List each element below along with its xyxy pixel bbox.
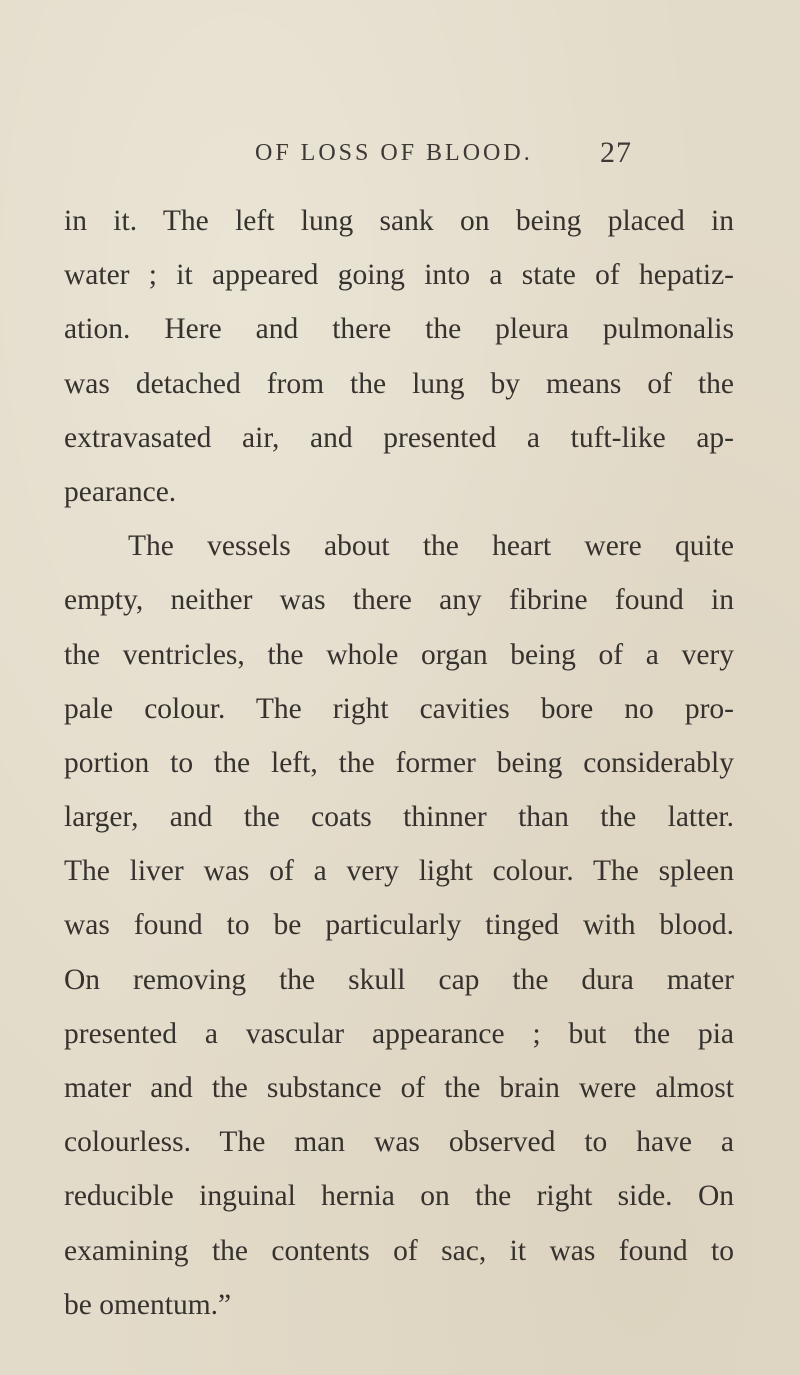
page-number: 27 — [600, 136, 632, 169]
text-line: mater and the substance of the brain were almost — [64, 1072, 734, 1104]
text-line: in it. The left lung sank on being placed in — [64, 205, 734, 237]
text-line: extravasated air, and presented a tuft-like ap- — [64, 421, 734, 454]
text-line: was found to be particularly tinged with blood. — [64, 909, 734, 942]
text-line: On removing the skull cap the dura mater — [64, 963, 734, 996]
text-line: colourless. The man was observed to have a — [64, 1126, 734, 1159]
text-line: larger, and the coats thinner than the latter. — [64, 801, 734, 834]
text-line: pearance. — [64, 475, 177, 508]
text-line: presented a vascular appearance ; but the pia — [64, 1017, 734, 1050]
text-line: reducible inguinal hernia on the right side. On — [64, 1180, 734, 1213]
text-line: was detached from the lung by means of the — [64, 367, 734, 400]
text-line: examining the contents of sac, it was found to — [64, 1234, 734, 1267]
running-head — [230, 136, 650, 176]
text-line: water ; it appeared going into a state of hepatiz- — [64, 259, 734, 292]
paragraph-start-line: The vessels about the heart were quite — [128, 530, 734, 563]
body-text — [64, 194, 734, 1332]
text-line: pale colour. The right cavities bore no pro- — [64, 692, 734, 725]
running-title: OF LOSS OF BLOOD. — [255, 140, 533, 166]
text-line: The liver was of a very light colour. The spleen — [64, 855, 734, 888]
text-line: be omentum.” — [64, 1288, 232, 1321]
text-line: ation. Here and there the pleura pulmonalis — [64, 313, 734, 346]
text-line: portion to the left, the former being considerably — [64, 746, 734, 779]
text-line: the ventricles, the whole organ being of a very — [64, 638, 734, 671]
text-line: empty, neither was there any fibrine found in — [64, 584, 734, 617]
